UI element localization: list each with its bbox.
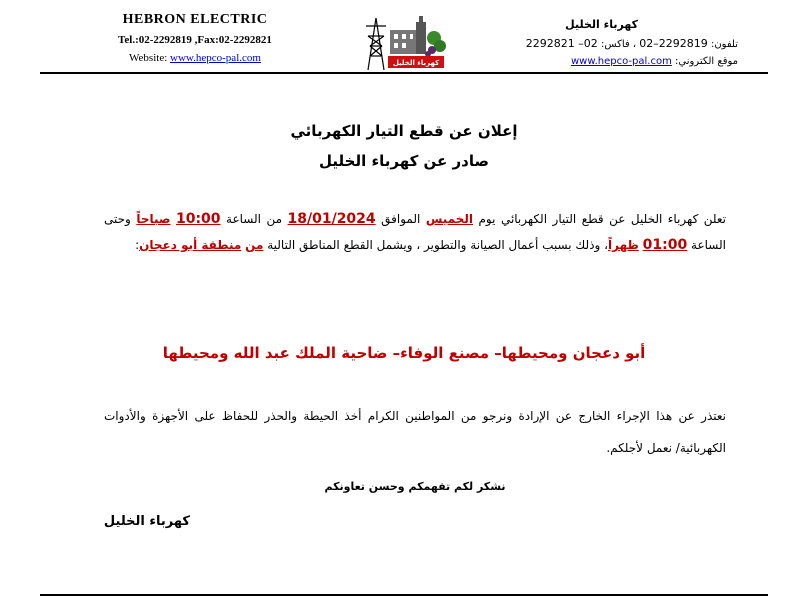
letterhead [40, 8, 768, 70]
notice-text-2: الموافق [375, 212, 426, 226]
website-link-ar[interactable]: www.hepco-pal.com [570, 56, 672, 67]
phone-ar: 2292819–02 [639, 37, 708, 50]
outage-end-time: 01:00 [642, 237, 688, 253]
notice-text-4: وحتى الساعة [104, 212, 726, 252]
website-ar [458, 56, 738, 67]
outage-start-time: 10:00 [175, 211, 221, 227]
notice-subtitle: صادر عن كهرباء الخليل [319, 152, 489, 170]
from-word: من [245, 238, 264, 252]
notice-text-5: ، وذلك بسبب أعمال الصيانة والتطوير ، ويشمل القطع المناطق التالية [263, 238, 609, 252]
outage-date: 18/01/2024 [287, 211, 376, 227]
fax-label-ar: ، فاكس: [597, 39, 640, 50]
company-name-ar: كهرباء الخليل [565, 18, 638, 31]
phone-label-ar: تلفون: [707, 39, 738, 50]
hebron-electric-logo [330, 12, 470, 72]
footer-divider [40, 594, 768, 596]
notice-title: إعلان عن قطع التيار الكهربائي [290, 122, 518, 140]
outage-start-suffix: صباحاً [136, 212, 171, 226]
website-label-ar: موقع الكتروني: [671, 56, 738, 67]
notice-paragraph [104, 206, 726, 258]
logo-banner-text: كهرباء الخليل [392, 59, 440, 67]
thanks-line: نشكر لكم تفهمكم وحسن تعاونكم [324, 480, 506, 493]
apology-paragraph: نعتذر عن هذا الإجراء الخارج عن الإرادة ونرجو من المواطنين الكرام أخذ الحيطة والحذر للحفاظ على الأجهزة والأدوات الكهربائية/ نعمل لأجلكم. [104, 409, 726, 455]
notice-text-1: تعلن كهرباء الخليل عن قطع التيار الكهربائي يوم [473, 212, 727, 226]
region-colon: : [135, 238, 140, 252]
outage-region: منطقة أبو دعجان [139, 238, 242, 252]
notice-text-3: من الساعة [220, 212, 288, 226]
contact-en: Tel.:02-2292819 ,Fax:02-2292821 [118, 34, 272, 46]
signature: كهرباء الخليل [103, 514, 190, 529]
outage-day: الخميس [425, 212, 474, 226]
affected-areas: أبو دعجان ومحيطها– مصنع الوفاء– ضاحية الملك عبد الله ومحيطها [162, 344, 646, 362]
header-divider [40, 72, 768, 74]
website-label-en: Website: [129, 52, 171, 64]
contact-ar [458, 37, 738, 50]
fax-ar: 02– 2292821 [525, 37, 598, 50]
website-en [70, 52, 320, 64]
letterhead-arabic [458, 8, 738, 67]
company-name-en: HEBRON ELECTRIC [122, 12, 268, 27]
outage-end-suffix: ظهراً [608, 238, 639, 252]
website-link-en[interactable]: www.hepco-pal.com [170, 52, 261, 64]
letterhead-english [70, 8, 320, 64]
